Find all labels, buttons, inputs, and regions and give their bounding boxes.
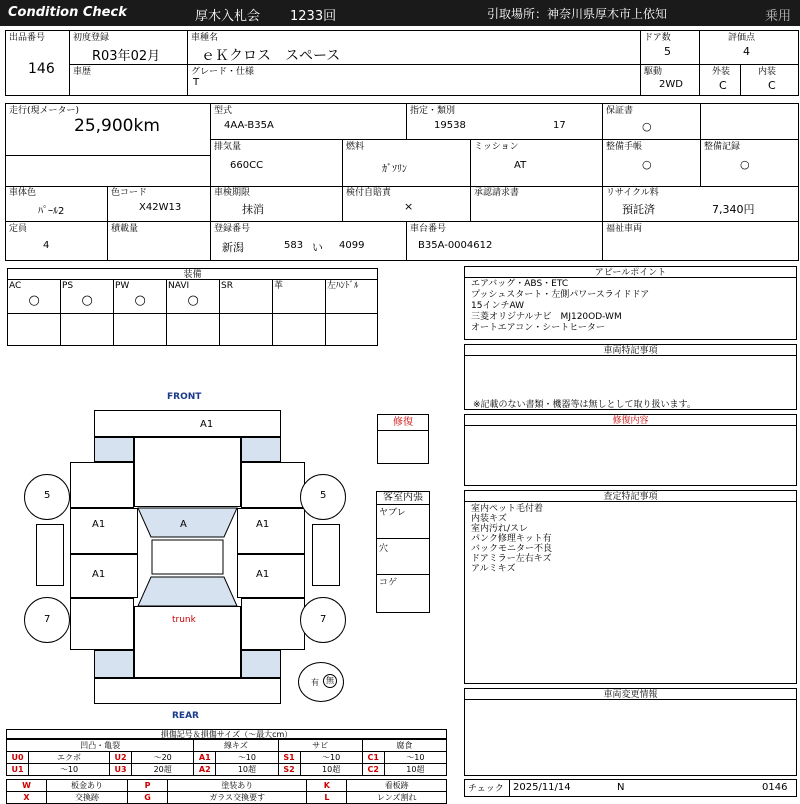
legend-text: ガラス交換要す [168, 792, 307, 804]
legend-code: C2 [362, 764, 384, 776]
equipment-ps-cell [61, 280, 114, 345]
recycle-amount: 7,340円 [712, 203, 755, 216]
equipment-value: ○ [187, 293, 199, 308]
plate-area: 新潟 [222, 241, 244, 254]
door-fl-grade: A1 [92, 519, 106, 530]
fender-fr[interactable] [241, 437, 281, 462]
legend-text: 〜10 [29, 764, 110, 776]
legend-text: エクボ [29, 752, 110, 764]
repair-details: 修復内容 [464, 414, 797, 486]
mirror-r[interactable] [312, 524, 340, 586]
appeal-points: アピールポイント エアバッグ・ABS・ETC プッシュスタート・左側パワースライドドア 15インチAW 三菱オリジナルナビ MJ120OD-WM オートエアコン・シートヒーター [464, 266, 797, 340]
legend-text: 塗装あり [168, 780, 307, 792]
equipment-pw-cell [114, 280, 167, 345]
interior-tear: ヤブレ [379, 508, 406, 518]
door-fr[interactable] [237, 508, 305, 554]
fuel: ｶﾞｿﾘﾝ [382, 164, 407, 175]
class-number: 17 [553, 120, 566, 131]
vehicle-change-info: 車両変更情報 [464, 688, 797, 776]
equipment-navi-cell [167, 280, 220, 345]
spec-block: 走行(現メーター) 25,900km 型式 4AA-B35A 指定・類別 19538 17 保証書 ○ 排気量 660CC 燃料 ｶﾞｿﾘﾝ ミッション AT 整備手帳 ○ 整備記録 ○ 車体色 ﾊﾟｰﾙ2 色コード X42W13 車検期限 抹消 検付自賠責 × 承認請求書 リサイクル料 預託済 7,340円 定員 4 積載量 登録番号 新潟 583 い 4099 車台番号 B35A-0004612 福祉車両 [5, 103, 799, 261]
legend-text: 〜10 [216, 752, 278, 764]
body-color: ﾊﾟｰﾙ2 [38, 206, 65, 217]
fender-fl[interactable] [94, 437, 134, 462]
appeal-line: オートエアコン・シートヒーター [471, 323, 605, 333]
legend-code: S2 [278, 764, 300, 776]
equipment--cell [326, 280, 379, 345]
tire-rl-grade: 7 [44, 614, 51, 625]
legend-text: 〜10 [300, 752, 362, 764]
drive-type: 2WD [659, 79, 683, 90]
front-label: FRONT [167, 392, 202, 402]
assessment-line: 内装キズ [471, 514, 507, 524]
assessment-line: 室内ペット毛付着 [471, 504, 544, 514]
legend-code: P [128, 780, 168, 792]
check-number: 0146 [762, 782, 788, 793]
legend-code: U0 [7, 752, 29, 764]
legend-code: L [307, 792, 347, 804]
legend-code: A1 [194, 752, 216, 764]
trunk-label: trunk [172, 615, 196, 625]
tire-rr-grade: 7 [320, 614, 327, 625]
mileage: 25,900km [74, 116, 160, 136]
header-title: Condition Check [8, 5, 127, 20]
equipment-sr-cell [220, 280, 273, 345]
plate-number: 4099 [339, 240, 365, 251]
legend-text: 板金あり [47, 780, 128, 792]
pillar-fl[interactable] [70, 462, 134, 508]
transmission: AT [514, 160, 527, 171]
legend-code: C1 [362, 752, 384, 764]
top-info-block: 出品番号 146 初度登録 R03年02月 車種名 ｅＫクロス スペース ドア数 5 評価点 4 車歴 グレード・仕様 T 駆動 2WD 外装 C 内装 C [5, 30, 799, 96]
pickup-location: 引取場所：神奈川県厚木市上依知 [487, 7, 668, 21]
door-rr-grade: A1 [256, 569, 270, 580]
assessment-notes: 査定特記事項 室内ペット毛付着 内装キズ 室内汚れ/スレ パンク修理キット有 バックモニター不良 ドアミラー左右キズ アルミキズ [464, 490, 797, 684]
appeal-line: エアバッグ・ABS・ETC [471, 279, 569, 289]
fender-rl[interactable] [94, 650, 134, 678]
equipment-title: 装備 [8, 269, 377, 280]
recycle-status: 預託済 [622, 203, 655, 216]
door-fr-grade: A1 [256, 519, 270, 530]
first-registration: R03年02月 [92, 49, 161, 64]
equipment-table [7, 268, 378, 346]
equipment-ac-cell [8, 280, 61, 345]
model-name: ｅＫクロス スペース [201, 48, 341, 64]
windshield-grade: A [180, 519, 187, 530]
interior-grade: C [768, 79, 776, 92]
legend-code: W [7, 780, 47, 792]
pillar-fr[interactable] [241, 462, 305, 508]
equipment-label: 左ﾊﾝﾄﾞﾙ [327, 281, 359, 291]
check-date: 2025/11/14 [513, 782, 571, 793]
door-fl[interactable] [70, 508, 138, 554]
assessment-line: 室内汚れ/スレ [471, 524, 529, 534]
inspection-expiry: 抹消 [242, 203, 264, 216]
warranty: ○ [642, 120, 652, 133]
legend-text: 交換跡 [47, 792, 128, 804]
special-note-text: ※記載のない書類・機器等は無しとして取り扱います。 [473, 400, 696, 410]
equipment-label: SR [221, 281, 233, 291]
color-code: X42W13 [139, 202, 182, 213]
header-bar [0, 0, 800, 26]
auction-name: 厚木入札会 [195, 9, 261, 24]
equipment-label: PW [115, 281, 130, 291]
chassis-number: B35A-0004612 [418, 240, 493, 251]
special-notes: 車両特記事項 ※記載のない書類・機器等は無しとして取り扱います。 [464, 344, 797, 410]
appeal-line: 三菱オリジナルナビ MJ120OD-WM [471, 312, 622, 322]
assessment-line: バックモニター不良 [471, 544, 553, 554]
equipment--cell [273, 280, 326, 345]
quarter-l[interactable] [70, 598, 134, 650]
spare-tire[interactable] [298, 662, 344, 702]
exterior-grade: C [719, 79, 727, 92]
equipment-value: ○ [28, 293, 40, 308]
damage-legend: 損傷記号＆損傷サイズ（〜最大cm） 凹凸・亀裂 線キズ サビ 腐食 U0 エクボ U2 〜20 A1 〜10 S1 〜10 C1 〜10 U1 〜10 U3 20超 A2 10超 S2 10超 C2 10超 W 板金あり P 塗装あり K 看板跡 X 交換跡 G ガラス交換要す L レンズ割れ [6, 729, 447, 804]
equipment-label: AC [9, 281, 22, 291]
interior-burn: コゲ [379, 578, 398, 588]
capacity: 4 [43, 240, 50, 251]
check-footer: チェック 2025/11/14 N 0146 [464, 779, 797, 797]
legend-code: G [128, 792, 168, 804]
insurance: × [404, 200, 414, 213]
service-manual: ○ [642, 158, 652, 171]
category: 乗用 [765, 9, 792, 24]
tire-fl-grade: 5 [44, 490, 51, 501]
lot-number: 146 [28, 61, 55, 77]
score: 4 [743, 45, 750, 58]
legend-code: U2 [110, 752, 132, 764]
fender-rr[interactable] [241, 650, 281, 678]
door-count: 5 [664, 45, 671, 58]
door-rr[interactable] [237, 554, 305, 598]
equipment-label: NAVI [168, 281, 190, 291]
plate-kana: い [312, 241, 323, 254]
assessment-line: アルミキズ [471, 564, 516, 574]
check-mark: N [617, 782, 625, 793]
assessment-line: パンク修理キット有 [471, 534, 552, 544]
assessment-line: ドアミラー左右キズ [471, 554, 552, 564]
legend-text: 20超 [132, 764, 194, 776]
bumper-front-grade: A1 [200, 419, 214, 430]
interior-box: 客室内張 ヤブレ 穴 コゲ [376, 491, 430, 613]
plate-class: 583 [284, 240, 304, 251]
spare-has: 有 [311, 678, 319, 687]
quarter-r[interactable] [241, 598, 305, 650]
appeal-line: 15インチAW [471, 301, 525, 311]
bumper-front[interactable] [94, 410, 281, 437]
equipment-label: 革 [274, 281, 284, 291]
legend-code: U1 [7, 764, 29, 776]
door-rl-grade: A1 [92, 569, 106, 580]
legend-code: K [307, 780, 347, 792]
legend-code: X [7, 792, 47, 804]
legend-text: 看板跡 [347, 780, 447, 792]
repair-box: 修復 [377, 414, 429, 464]
session-number: 1233回 [290, 9, 337, 24]
equipment-value: ○ [81, 293, 93, 308]
roof-glass-shape [134, 507, 241, 607]
spec-number: 19538 [434, 120, 466, 131]
legend-code: A2 [194, 764, 216, 776]
spare-none: 無 [323, 674, 337, 688]
rear-label: REAR [172, 711, 199, 721]
legend-text: レンズ割れ [347, 792, 447, 804]
legend-text: 10超 [384, 764, 446, 776]
model-type: 4AA-B35A [224, 120, 274, 131]
service-record: ○ [740, 158, 750, 171]
legend-text: 〜20 [132, 752, 194, 764]
legend-text: 〜10 [384, 752, 446, 764]
legend-text: 10超 [300, 764, 362, 776]
hood[interactable] [134, 437, 241, 507]
bumper-rear[interactable] [94, 678, 281, 704]
mirror-l[interactable] [36, 524, 64, 586]
displacement: 660CC [230, 160, 264, 171]
equipment-value: ○ [134, 293, 146, 308]
legend-code: S1 [278, 752, 300, 764]
appeal-line: プッシュスタート・左側パワースライドドア [471, 290, 650, 300]
tire-fr-grade: 5 [320, 490, 327, 501]
interior-hole: 穴 [379, 544, 389, 554]
legend-code: U3 [110, 764, 132, 776]
grade: T [193, 77, 200, 88]
equipment-label: PS [62, 281, 74, 291]
legend-text: 10超 [216, 764, 278, 776]
